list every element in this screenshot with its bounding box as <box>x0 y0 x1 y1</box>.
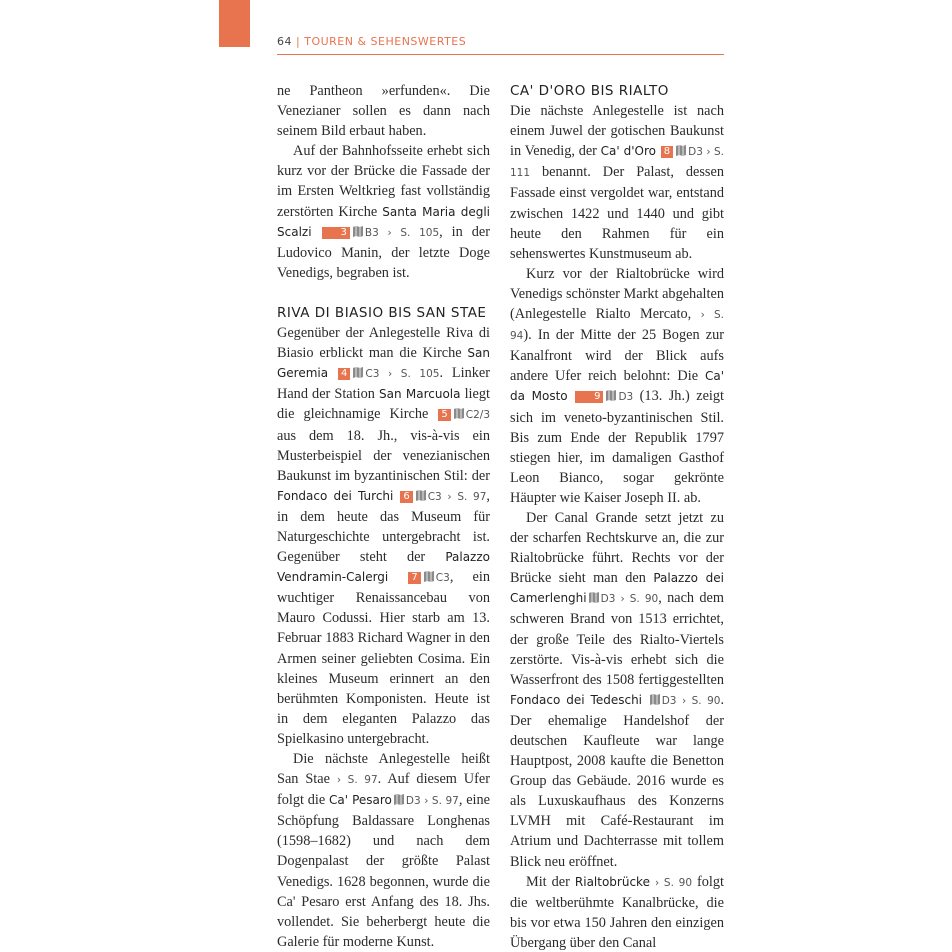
sight-name: Ca' da Mosto <box>510 369 724 404</box>
sight-number-badge: 5 <box>438 409 450 421</box>
running-header <box>277 35 724 55</box>
paragraph <box>510 508 724 872</box>
section-title: TOUREN & SEHENSWERTES <box>304 35 467 48</box>
map-reference: C2/3 <box>465 409 490 422</box>
text-run: , in der Ludovico Manin, der letzte Doge Venedigs, begraben ist. <box>277 223 490 281</box>
text-run: , eine Schöpfung Baldassare Longhenas (1598–1682) und nach dem Dogenpalast der größte Palast Venedigs. 1628 begonnen, wurde die Ca' Pesaro erst Anfang des 18. Jhs. vollendet. Sie beherbergt heute die Galerie für moderne Kunst. <box>277 792 491 950</box>
sight-name: Fondaco dei Turchi <box>277 488 394 503</box>
text-run: (13. Jh.) zeigt sich im veneto-byzantinischen Stil. Bis zum Ende der Republik 1797 stiegen hier, im damaligen Gasthof Leon Bianco, sogar gekrönte Häupter wie Kaiser Joseph II. ab. <box>510 388 725 506</box>
text-run: Auf der Bahnhofsseite erhebt sich kurz vor der Brücke die Fassade der im Ersten Weltkrieg fast vollständig zerstörten Kirche <box>277 143 490 220</box>
sight-name: Palazzo Vendramin-Calergi <box>277 550 490 585</box>
map-reference: C3 <box>435 572 450 585</box>
paragraph <box>510 872 724 952</box>
map-icon <box>416 490 426 501</box>
text-run: , in dem heute das Museum für Naturgeschichte untergebracht ist. Gegenüber steht der <box>277 487 490 566</box>
map-icon <box>454 408 464 419</box>
text-run: folgt die weltberühmte Kanalbrücke, die bis vor etwa 150 Jahren den einzigen Übergang über den Canal <box>510 873 725 951</box>
page-reference: › S. 97 <box>336 774 378 787</box>
section-heading: CA' D'ORO BIS RIALTO <box>510 83 669 99</box>
text-run: , ein wuchtiger Renaissancebau von Mauro Codussi. Hier starb am 13. Februar 1883 Richard Wagner in den Armen seiner geliebten Cosima. Ein kleines Museum erinnert an den berühmten Komponisten. Heute ist in dem eleganten Palazzo das Spielkasino untergebracht. <box>277 569 490 747</box>
sight-name: Fondaco dei Tedeschi <box>510 692 643 707</box>
paragraph <box>277 323 490 749</box>
page-reference: › S. 90 <box>654 876 693 889</box>
text-run: Die nächste Anlegestelle heißt San Stae <box>277 751 490 788</box>
map-reference: D3 › S. 90 <box>661 694 721 707</box>
sight-name: Santa Maria degli Scalzi <box>277 204 490 239</box>
sight-number-badge: 6 <box>400 491 412 503</box>
sight-name: Ca' Pesaro <box>329 793 392 808</box>
paragraph: ne Pantheon »erfunden«. Die Venezianer sollen es dann nach seinem Bild erbaut haben. <box>277 83 490 140</box>
map-reference: C3 › S. 105 <box>365 368 440 381</box>
map-reference: D3 › S. 90 <box>600 593 659 606</box>
text-run: ). In der Mitte der 25 Bogen zur Kanalfront wird der Blick aufs andere Ufer reich belohnt: Die <box>510 327 724 385</box>
sight-name: Ca' d'Oro <box>600 144 657 159</box>
sight-number-badge: 9 <box>575 391 603 403</box>
text-run: , nach dem schweren Brand von 1513 errichtet, der große Teile des Rialto-Viertels zerstörte. Vis-à-vis erhebt sich die Wasserfront des 1508 fertiggestellten <box>510 590 725 688</box>
text-run: Gegenüber der Anlegestelle Riva di Biasio erblickt man die Kirche <box>277 325 490 362</box>
page-reference: › S. 94 <box>510 309 725 343</box>
section-heading: RIVA DI BIASIO BIS SAN STAE <box>277 304 487 321</box>
page-number: 64 <box>277 35 292 48</box>
paragraph <box>510 264 724 508</box>
sight-number-badge: 7 <box>408 572 420 584</box>
sight-number-badge: 3 <box>322 227 350 239</box>
paragraph <box>277 749 490 952</box>
map-reference: D3 <box>618 391 634 404</box>
map-icon <box>424 571 434 582</box>
text-run: Die nächste Anlegestelle ist nach einem Juwel der gotischen Baukunst in Venedig, der <box>510 103 724 160</box>
map-icon <box>353 367 363 378</box>
text-run: benannt. Der Palast, dessen Fassade einst vergoldet war, entstand zwischen 1422 und 1440 und gibt heute den Rahmen für ein sehenswertes Kunstmuseum ab. <box>510 164 724 262</box>
sight-name: Palazzo dei Camerlenghi <box>510 571 725 606</box>
sight-number-badge: 4 <box>338 368 350 380</box>
text-run: . Linker Hand der Station <box>277 365 490 403</box>
map-icon <box>589 592 599 603</box>
map-reference: D3 › S. 111 <box>510 146 725 180</box>
map-icon <box>606 390 616 401</box>
sight-name: San Geremia <box>277 346 490 381</box>
map-reference: D3 › S. 97 <box>405 795 459 808</box>
map-reference: B3 › S. 105 <box>364 226 440 239</box>
paragraph <box>277 141 490 283</box>
sight-name: Rialtobrücke <box>574 874 650 889</box>
header-separator: | <box>296 35 301 48</box>
sight-number-badge: 8 <box>661 146 673 158</box>
text-run: aus dem 18. Jh., vis-à-vis ein Musterbeispiel der venezianischen Baukunst im byzantinischen Stil: der <box>277 427 490 484</box>
text-run: . Der ehemalige Handelshof der deutschen Kaufleute war lange Hauptpost, 2008 kaufte die Benetton Group das Gebäude. 2016 wurde es als Luxuskaufhaus des Konzerns LVMH mit Café-Restaurant im Atrium und Dachterrasse mit tollem Blick neu eröffnet. <box>510 691 725 870</box>
map-icon <box>650 694 660 705</box>
text-run: . Auf diesem Ufer folgt die <box>277 771 490 809</box>
header-rule <box>277 54 724 55</box>
text-column-left <box>277 81 490 952</box>
text-run: Mit der <box>526 873 575 890</box>
text-run: Der Canal Grande setzt jetzt zu der scharfen Rechtskurve an, die zur Rialtobrücke führt. Rechts vor der Brücke sieht man den <box>510 509 724 587</box>
map-reference: C3 › S. 97 <box>427 490 487 503</box>
paragraph <box>510 101 724 264</box>
text-run: Kurz vor der Rialtobrücke wird Venedigs schönster Markt abgehalten (Anlegestelle Rialto Mercato, <box>510 265 724 323</box>
map-icon <box>676 145 686 156</box>
map-icon <box>394 794 404 805</box>
map-icon <box>353 226 363 237</box>
text-column-right <box>510 81 724 952</box>
sight-name: San Marcuola <box>378 387 461 402</box>
text-run: liegt die gleichnamige Kirche <box>277 386 490 423</box>
chapter-tab-marker <box>219 0 250 47</box>
